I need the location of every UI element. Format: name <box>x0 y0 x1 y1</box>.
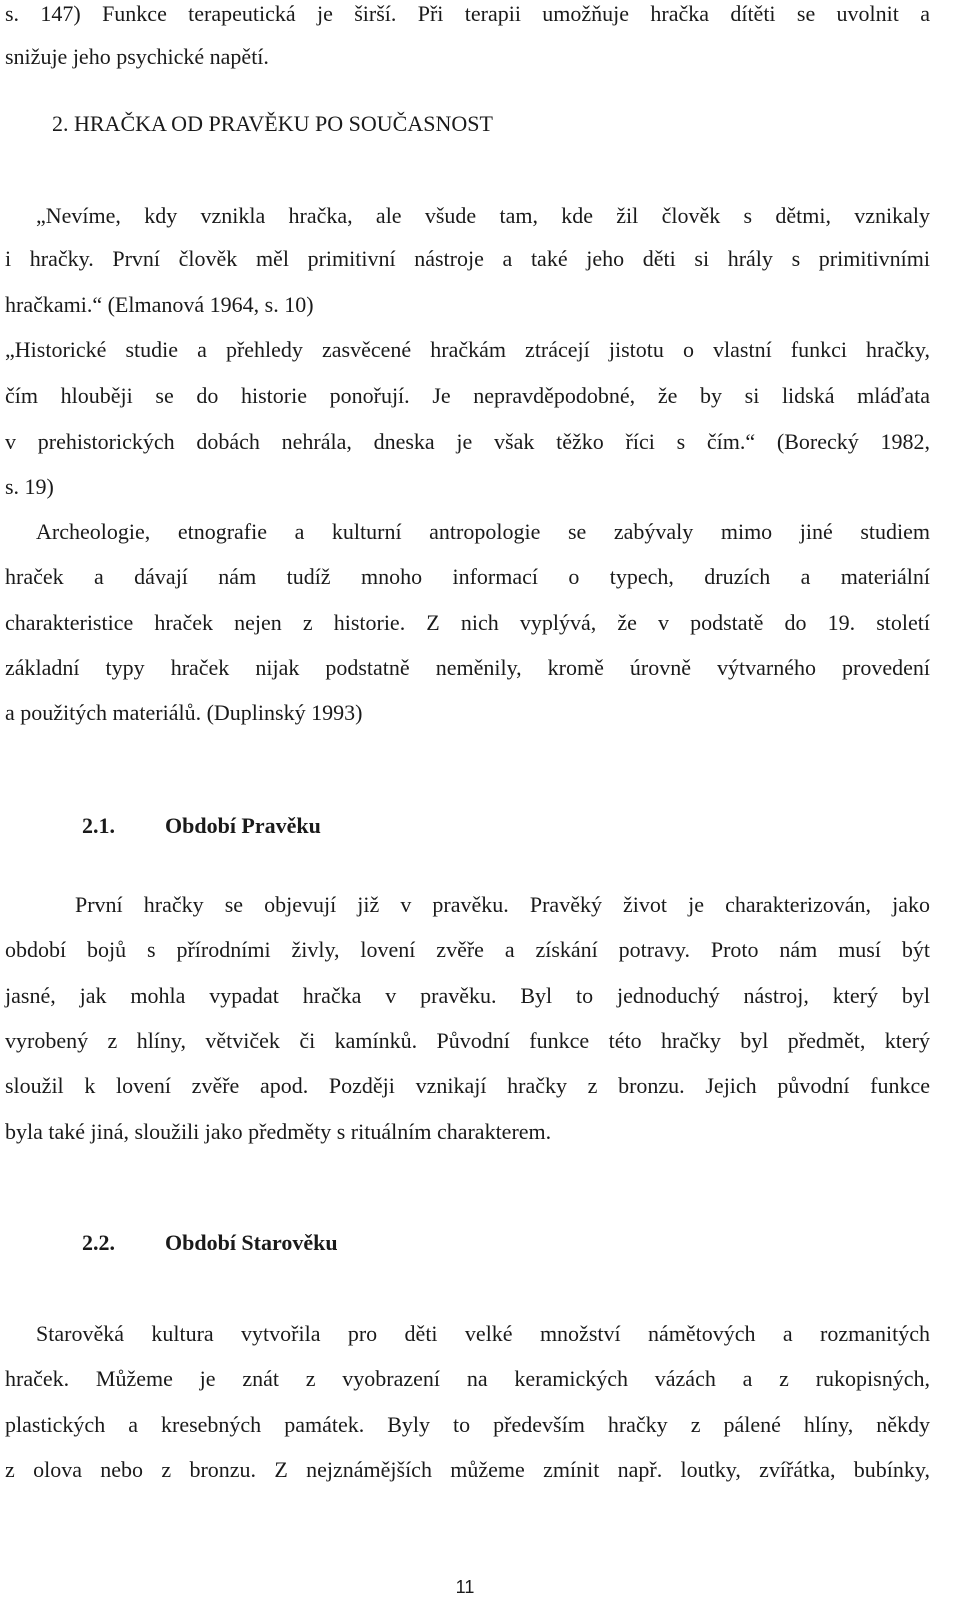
intro-line-1: s. 147) Funkce terapeutická je širší. Při terapii umožňuje hračka dítěti se uvolnit a <box>5 1 930 26</box>
paragraph-line: hračkami.“ (Elmanová 1964, s. 10) <box>5 292 314 317</box>
paragraph-line: a použitých materiálů. (Duplinský 1993) <box>5 700 363 725</box>
section-title: Období Pravěku <box>165 813 321 838</box>
paragraph-line: vyrobený z hlíny, větviček či kamínků. Původní funkce této hračky byl předmět, který <box>5 1028 930 1053</box>
paragraph-line: „Historické studie a přehledy zasvěcené hračkám ztrácejí jistotu o vlastní funkci hračky, <box>5 337 930 362</box>
paragraph-line: První hračky se objevují již v pravěku. Pravěký život je charakterizován, jako <box>75 892 930 917</box>
paragraph-line: „Nevíme, kdy vznikla hračka, ale všude tam, kde žil člověk s dětmi, vznikaly <box>36 203 930 228</box>
paragraph-line: Starověká kultura vytvořila pro děti velké množství námětových a rozmanitých <box>36 1321 930 1346</box>
intro-line-2: snižuje jeho psychické napětí. <box>5 44 269 69</box>
paragraph-line: Archeologie, etnografie a kulturní antropologie se zabývaly mimo jiné studiem <box>36 519 930 544</box>
page-number: 11 <box>455 1577 475 1597</box>
section-number: 2.2. <box>82 1230 115 1255</box>
paragraph-line: plastických a kresebných památek. Byly to především hračky z pálené hlíny, někdy <box>5 1412 930 1437</box>
chapter-heading: 2. HRAČKA OD PRAVĚKU PO SOUČASNOST <box>52 111 493 136</box>
paragraph-line: hraček a dávají nám tudíž mnoho informací o typech, druzích a materiální <box>5 564 930 589</box>
paragraph-line: z olova nebo z bronzu. Z nejznámějších můžeme zmínit např. loutky, zvířátka, bubínky, <box>5 1457 930 1482</box>
paragraph-line: čím hlouběji se do historie ponořují. Je nepravděpodobné, že by si lidská mláďata <box>5 383 930 408</box>
paragraph-line: hraček. Můžeme je znát z vyobrazení na keramických vázách a z rukopisných, <box>5 1366 930 1391</box>
paragraph-line: sloužil k lovení zvěře apod. Později vznikají hračky z bronzu. Jejich původní funkce <box>5 1073 930 1098</box>
paragraph-line: období bojů s přírodními živly, lovení zvěře a získání potravy. Proto nám musí být <box>5 937 930 962</box>
paragraph-line: v prehistorických dobách nehrála, dneska je však těžko říci s čím.“ (Borecký 1982, <box>5 429 930 454</box>
section-title: Období Starověku <box>165 1230 338 1255</box>
paragraph-line: jasné, jak mohla vypadat hračka v pravěku. Byl to jednoduchý nástroj, který byl <box>5 983 930 1008</box>
section-number: 2.1. <box>82 813 115 838</box>
paragraph-line: základní typy hraček nijak podstatně neměnily, kromě úrovně výtvarného provedení <box>5 655 930 680</box>
paragraph-line: s. 19) <box>5 474 54 499</box>
paragraph-line: i hračky. První člověk měl primitivní nástroje a také jeho děti si hrály s primitivními <box>5 246 930 271</box>
paragraph-line: byla také jiná, sloužili jako předměty s rituálním charakterem. <box>5 1119 552 1144</box>
paragraph-line: charakteristice hraček nejen z historie. Z nich vyplývá, že v podstatě do 19. století <box>5 610 930 635</box>
